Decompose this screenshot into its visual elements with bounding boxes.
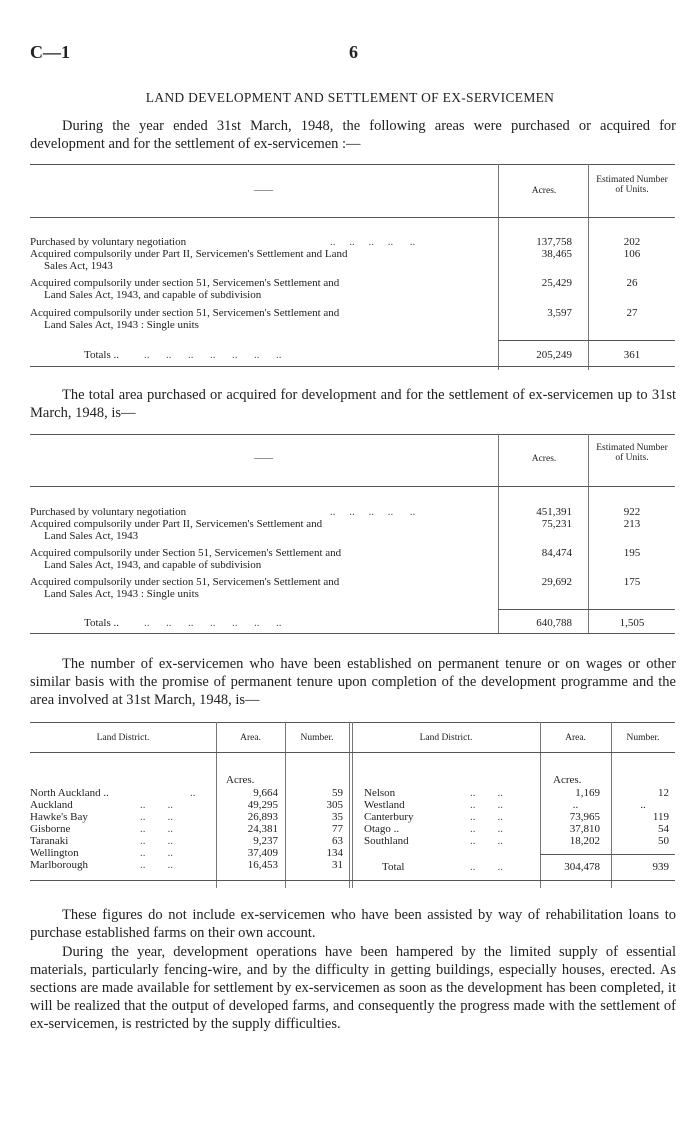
tenure-paragraph: The number of ex-servicemen who have been established on permanent tenure or on wages or other similar basis with the promise of permanent tenure upon completion of the development programme and the area involved at 31st March, 1948, is— xyxy=(30,656,676,708)
number-cell: 305 xyxy=(326,799,343,811)
table-row: Acquired compulsorily under Section 51, Servicemen's Settlement and Land Sales Act, 1943, and capable of subdivision xyxy=(30,547,342,571)
units-heading: Estimated Number of Units. xyxy=(596,175,668,195)
total-number-cell: 939 xyxy=(652,861,669,873)
table-row: Acquired compulsorily under section 51, Servicemen's Settlement and Land Sales Act, 1943 : Single units xyxy=(30,576,340,600)
acres-unit: Acres. xyxy=(553,774,582,786)
units-cell: 175 xyxy=(623,576,641,588)
area-cell: 9,237 xyxy=(253,835,278,847)
table-row: Acquired compulsorily under Part II, Servicemen's Settlement and Land Sales Act, 1943 xyxy=(30,518,323,542)
totals-row: Totals .. .. .. .. .. .. .. .. xyxy=(84,617,282,629)
total-area-paragraph: The total area purchased or acquired for development and for the settlement of ex-servicemen up to 31st March, 1948, is— xyxy=(30,387,676,421)
totals-units-cell: 361 xyxy=(623,349,641,361)
area-cell: 18,202 xyxy=(569,835,600,847)
area-cell: 9,664 xyxy=(253,787,278,799)
district-name: Gisborne xyxy=(30,823,71,835)
table-row: Purchased by voluntary negotiation .. .. .. .. .. xyxy=(30,506,416,518)
district-name: Southland xyxy=(364,835,409,847)
acres-cell: 29,692 xyxy=(541,576,572,588)
area-cell: .. xyxy=(572,799,579,811)
units-cell: 202 xyxy=(623,236,641,248)
acres-heading: Acres. xyxy=(531,186,557,196)
acres-cell: 451,391 xyxy=(536,506,572,518)
totals-acres-cell: 640,788 xyxy=(536,617,572,629)
units-cell: 27 xyxy=(626,307,638,319)
supply-difficulties-paragraph: During the year, development operations have been hampered by the limited supply of essential materials, particularly fencing-wire, and by the difficulty in getting buildings, especially houses, erected. As sections are made available for settlement by ex-servicemen as soon as the development has been completed, it will be realized that the output of developed farms, and consequently the progress made with the settlement of ex-servicemen, is restricted by the supply difficulties. xyxy=(30,944,676,1032)
acres-unit: Acres. xyxy=(226,774,255,786)
rehabilitation-paragraph: These figures do not include ex-servicemen who have been assisted by way of rehabilitation loans to purchase established farms on their own account. xyxy=(30,907,676,941)
number-cell: 50 xyxy=(658,835,669,847)
district-name: Nelson xyxy=(364,787,396,799)
units-cell: 106 xyxy=(623,248,641,260)
acres-cell: 75,231 xyxy=(541,518,572,530)
number-cell: 119 xyxy=(652,811,669,823)
number-heading: Number. xyxy=(300,733,334,743)
area-cell: 37,409 xyxy=(247,847,278,859)
number-heading: Number. xyxy=(626,733,660,743)
total-area-cell: 304,478 xyxy=(564,861,600,873)
table-row: Purchased by voluntary negotiation .. .. .. .. .. xyxy=(30,236,416,248)
number-cell: 134 xyxy=(326,847,343,859)
district-name: Westland xyxy=(364,799,405,811)
number-cell: 54 xyxy=(658,823,669,835)
acres-cell: 137,758 xyxy=(536,236,572,248)
blank-heading: —— xyxy=(254,454,273,464)
district-name: Auckland xyxy=(30,799,73,811)
district-heading: Land District. xyxy=(419,733,473,743)
intro-paragraph: During the year ended 31st March, 1948, the following areas were purchased or acquired for development and for the settlement of ex-servicemen :— xyxy=(30,118,676,152)
number-cell: 77 xyxy=(332,823,343,835)
area-cell: 37,810 xyxy=(569,823,600,835)
table-row: Acquired compulsorily under Part II, Servicemen's Settlement and Land Sales Act, 1943 xyxy=(30,248,348,272)
district-name: Canterbury xyxy=(364,811,414,823)
section-code: C—1 xyxy=(30,42,70,62)
district-heading: Land District. xyxy=(96,733,150,743)
number-cell: 63 xyxy=(332,835,343,847)
units-cell: 213 xyxy=(623,518,641,530)
page-title: LAND DEVELOPMENT AND SETTLEMENT OF EX-SERVICEMEN xyxy=(145,90,555,105)
district-name: North Auckland .. xyxy=(30,787,109,799)
units-cell: 26 xyxy=(626,277,638,289)
area-cell: 24,381 xyxy=(247,823,278,835)
total-label: Total xyxy=(382,861,405,873)
totals-units-cell: 1,505 xyxy=(619,617,645,629)
totals-row: Totals .. .. .. .. .. .. .. .. xyxy=(84,349,282,361)
number-cell: 35 xyxy=(332,811,343,823)
blank-heading: —— xyxy=(254,186,273,196)
totals-acres-cell: 205,249 xyxy=(536,349,572,361)
area-cell: 26,893 xyxy=(247,811,278,823)
district-name: Marlborough xyxy=(30,859,89,871)
units-cell: 922 xyxy=(623,506,641,518)
acres-cell: 3,597 xyxy=(547,307,572,319)
table-row: Acquired compulsorily under section 51, Servicemen's Settlement and Land Sales Act, 1943 : Single units xyxy=(30,307,340,331)
district-name: Taranaki xyxy=(30,835,69,847)
area-cell: 73,965 xyxy=(569,811,600,823)
number-cell: 59 xyxy=(332,787,343,799)
area-heading: Area. xyxy=(240,733,261,743)
area-cell: 16,453 xyxy=(247,859,278,871)
units-heading: Estimated Number of Units. xyxy=(596,443,668,463)
area-cell: 49,295 xyxy=(247,799,278,811)
acres-cell: 38,465 xyxy=(541,248,572,260)
number-cell: .. xyxy=(640,799,646,811)
area-cell: 1,169 xyxy=(575,787,600,799)
number-cell: 31 xyxy=(332,859,343,871)
acres-heading: Acres. xyxy=(531,454,557,464)
page-number: 6 xyxy=(349,42,358,62)
table-row: Acquired compulsorily under section 51, Servicemen's Settlement and Land Sales Act, 1943, and capable of subdivision xyxy=(30,277,340,301)
acres-cell: 25,429 xyxy=(541,277,572,289)
area-heading: Area. xyxy=(565,733,586,743)
district-name: Otago .. xyxy=(364,823,400,835)
acres-cell: 84,474 xyxy=(541,547,572,559)
number-cell: 12 xyxy=(658,787,669,799)
district-name: Hawke's Bay xyxy=(30,811,88,823)
district-name: Wellington xyxy=(30,847,79,859)
units-cell: 195 xyxy=(623,547,641,559)
